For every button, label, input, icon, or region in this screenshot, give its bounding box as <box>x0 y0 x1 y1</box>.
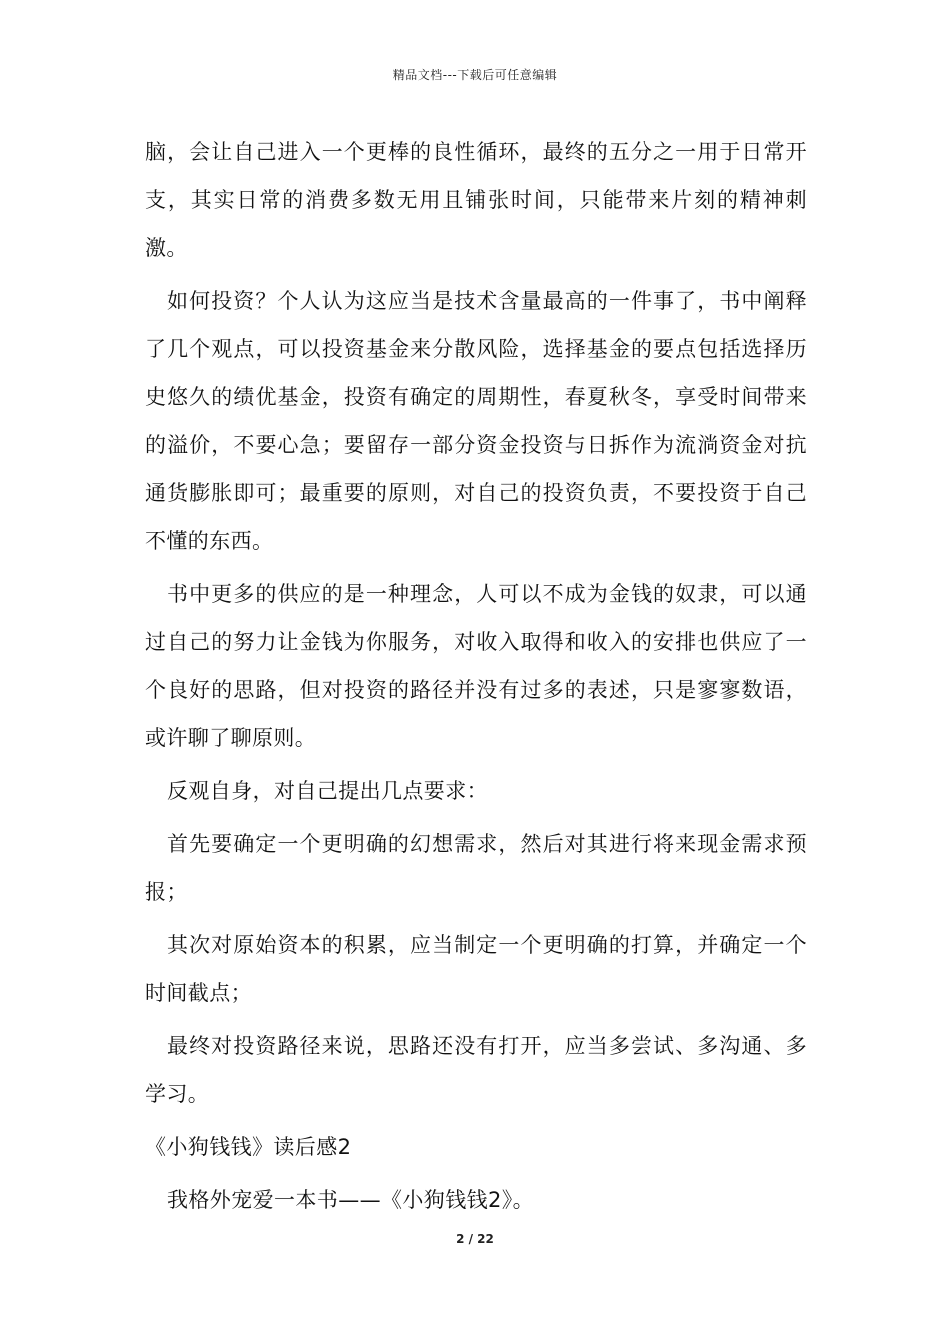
paragraph-5: 首先要确定一个更明确的幻想需求，然后对其进行将来现金需求预报； <box>145 832 807 904</box>
paragraph-4: 反观自身，对自己提出几点要求： <box>167 779 488 803</box>
paragraph-1: 脑，会让自己进入一个更棒的良性循环，最终的五分之一用于日常开支，其实日常的消费多数无用且铺张时间，只能带来片刻的精神刺激。 <box>145 140 807 260</box>
section-title: 《小狗钱钱》读后感2 <box>145 1135 352 1159</box>
closing-paragraph: 我格外宠爱一本书——《小狗钱钱2》。 <box>167 1188 535 1212</box>
document-body <box>145 128 807 1229</box>
paragraph-7: 最终对投资路径来说，思路还没有打开，应当多尝试、多沟通、多学习。 <box>145 1034 807 1106</box>
paragraph-6: 其次对原始资本的积累，应当制定一个更明确的打算，并确定一个时间截点； <box>145 933 807 1005</box>
page-number: 2 / 22 <box>456 1232 494 1246</box>
paragraph-3: 书中更多的供应的是一种理念，人可以不成为金钱的奴隶，可以通过自己的努力让金钱为你服务，对收入取得和收入的安排也供应了一个良好的思路，但对投资的路径并没有过多的表述，只是寥寥数语，或许聊了聊原则。 <box>145 582 807 750</box>
page-header: 精品文档---下载后可任意编辑 <box>392 68 558 82</box>
paragraph-2: 如何投资？个人认为这应当是技术含量最高的一件事了，书中阐释了几个观点，可以投资基金来分散风险，选择基金的要点包括选择历史悠久的绩优基金，投资有确定的周期性，春夏秋冬，享受时间带来的溢价，不要心急；要留存一部分资金投资与日拆作为流淌资金对抗通货膨胀即可；最重要的原则，对自己的投资负责，不要投资于自己不懂的东西。 <box>145 289 807 553</box>
